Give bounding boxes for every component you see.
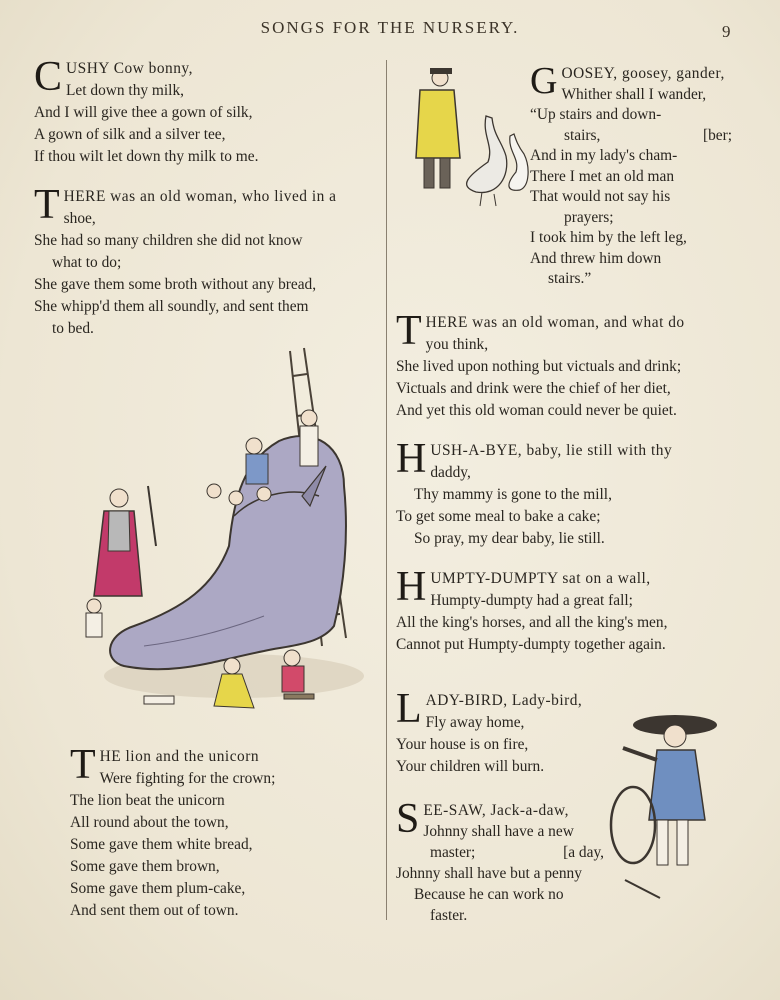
drop-cap: H: [396, 436, 427, 482]
drop-cap: L: [396, 686, 422, 732]
poem-line: Some gave them white bread,: [70, 836, 253, 853]
poem-line: to bed.: [52, 320, 94, 337]
poem-line: Cannot put Humpty-dumpty together again.: [396, 636, 666, 653]
poem-line: OOSEY, goosey, gander,: [561, 65, 725, 82]
poem-line: what to do;: [52, 254, 122, 271]
poem-line: Were fighting for the crown;: [99, 770, 276, 787]
poem-line: So pray, my dear baby, lie still.: [414, 530, 605, 547]
poem-line: And yet this old woman could never be quiet.: [396, 402, 677, 419]
poem-line: UMPTY-DUMPTY sat on a wall,: [430, 570, 651, 587]
drop-cap: T: [70, 742, 96, 788]
boy-with-hoop-illustration: [605, 700, 745, 900]
poem-line: A gown of silk and a silver tee,: [34, 126, 226, 143]
poem-line: HERE was an old woman, who lived in a: [63, 188, 337, 205]
poem-line: I took him by the left leg,: [530, 229, 687, 246]
poem-line-pair: [396, 842, 606, 863]
poem-line: She had so many children she did not know: [34, 232, 303, 249]
poem-line: Let down thy milk,: [66, 82, 185, 99]
poem-line: Some gave them brown,: [70, 858, 220, 875]
left-column: [34, 54, 379, 358]
right-main-column: [396, 308, 742, 674]
poem-cushy-cow: [34, 54, 379, 168]
running-head: SONGS FOR THE NURSERY.: [260, 18, 520, 37]
poem-see-saw: [396, 796, 606, 926]
drop-cap: T: [34, 182, 60, 228]
poem-line: USH-A-BYE, baby, lie still with thy: [430, 442, 673, 459]
poem-line: master;: [430, 844, 476, 861]
poem-line: shoe,: [63, 210, 96, 227]
poem-line: And threw him down: [530, 249, 662, 267]
poem-line: And sent them out of town.: [70, 902, 239, 919]
poem-line: Your house is on fire,: [396, 736, 529, 753]
poem-line: “Up stairs and down-: [530, 106, 662, 123]
poem-line: USHY Cow bonny,: [66, 60, 193, 77]
drop-cap: H: [396, 564, 427, 610]
poem-old-woman-think: [396, 308, 742, 422]
poem-line: [a day,: [563, 844, 604, 861]
poem-line: Whither shall I wander,: [561, 85, 707, 103]
drop-cap: G: [530, 60, 558, 102]
page-number: 9: [722, 22, 731, 41]
poem-line: The lion beat the unicorn: [70, 792, 225, 809]
poem-line: faster.: [430, 907, 468, 924]
poem-humpty-dumpty: [396, 564, 742, 656]
poem-line: To get some meal to bake a cake;: [396, 508, 601, 525]
poem-line: daddy,: [430, 464, 471, 481]
man-and-geese-illustration: [398, 66, 530, 212]
poem-line: Your children will burn.: [396, 758, 545, 775]
poem-line: Victuals and drink were the chief of her diet,: [396, 380, 671, 397]
poem-line: And I will give thee a gown of silk,: [34, 104, 253, 121]
poem-line: EE-SAW, Jack-a-daw,: [423, 802, 569, 819]
poem-line: All round about the town,: [70, 814, 229, 831]
poem-line: Johnny shall have but a penny: [396, 865, 582, 882]
poem-line: HE lion and the unicorn: [99, 748, 260, 765]
poem-line: Thy mammy is gone to the mill,: [414, 486, 612, 503]
left-bottom-column: [70, 742, 370, 940]
poem-line: And in my lady's cham-: [530, 147, 678, 164]
poem-line: If thou wilt let down thy milk to me.: [34, 148, 259, 165]
poem-line: HERE was an old woman, and what do: [425, 314, 685, 331]
poem-line: Some gave them plum-cake,: [70, 880, 246, 897]
poem-lion-unicorn: [70, 742, 370, 922]
drop-cap: S: [396, 796, 420, 842]
poem-line-pair: [530, 126, 742, 147]
poem-line: She lived upon nothing but victuals and drink;: [396, 358, 682, 375]
poem-line: All the king's horses, and all the king's men,: [396, 614, 668, 631]
poem-line: Humpty-dumpty had a great fall;: [430, 592, 633, 609]
poem-line: [ber;: [702, 126, 732, 144]
poem-line: She whipp'd them all soundly, and sent them: [34, 298, 309, 315]
poem-line: stairs,: [564, 126, 601, 144]
poem-line: She gave them some broth without any bread,: [34, 276, 317, 293]
poem-old-woman-shoe: [34, 182, 379, 340]
drop-cap: T: [396, 308, 422, 354]
poem-line: Johnny shall have a new: [423, 823, 574, 840]
poem-line: Fly away home,: [425, 714, 525, 731]
drop-cap: C: [34, 54, 63, 100]
column-divider: [386, 60, 387, 920]
poem-line: prayers;: [564, 208, 614, 226]
poem-line: you think,: [425, 336, 489, 353]
poem-line: There I met an old man: [530, 167, 675, 185]
old-woman-shoe-illustration: [64, 346, 364, 731]
poem-line: ADY-BIRD, Lady-bird,: [425, 692, 583, 709]
poem-line: Because he can work no: [414, 886, 564, 903]
poem-hush-a-bye: [396, 436, 742, 550]
poem-goosey-gander: [530, 60, 742, 290]
poem-line: stairs.”: [548, 270, 592, 287]
poem-line: That would not say his: [530, 188, 671, 205]
poem-lady-bird: [396, 686, 606, 778]
